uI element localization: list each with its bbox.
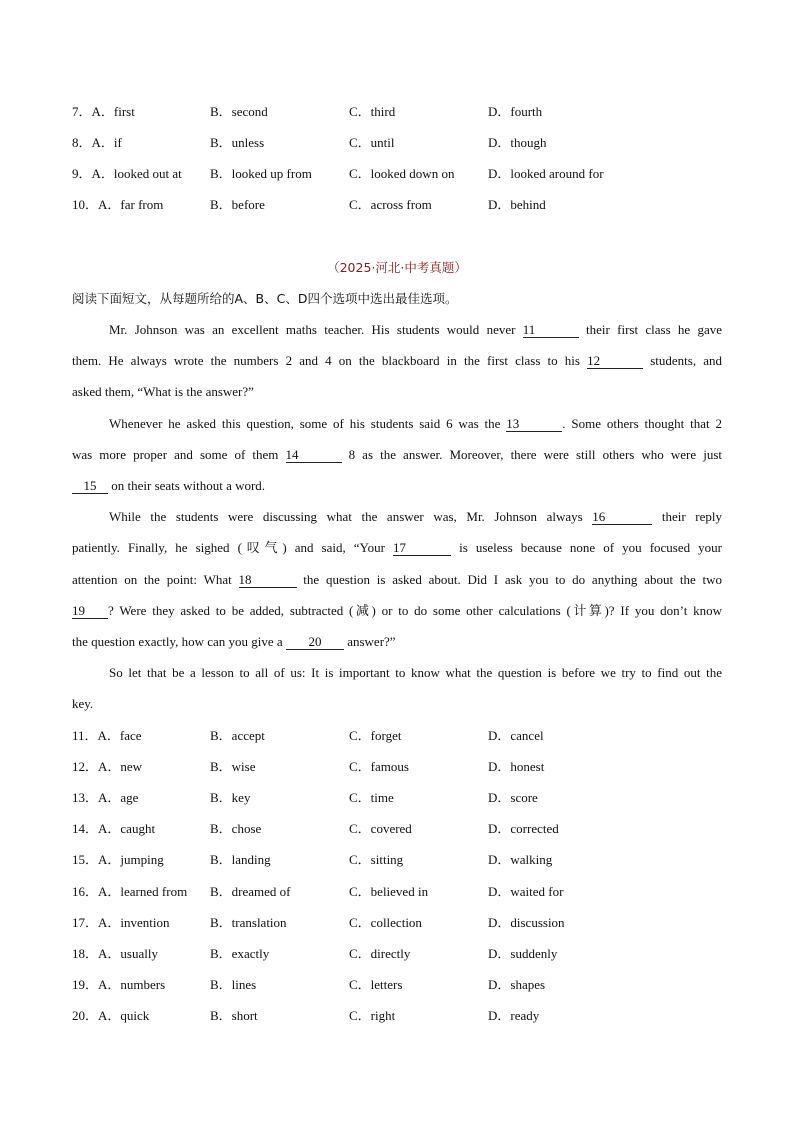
question-20-option-a: 20．A．quick: [72, 1008, 150, 1023]
question-13-option-d: D．score: [488, 790, 538, 805]
question-11-option-a: 11．A．face: [72, 728, 142, 743]
question-10-option-a: 10．A．far from: [72, 197, 164, 212]
question-16-option-a: 16．A．learned from: [72, 884, 188, 899]
passage-line: Mr. Johnson was an excellent maths teacher. His students would never 11 their first class he gave: [109, 322, 723, 337]
question-16-option-c: C．believed in: [349, 884, 429, 899]
question-20-option-b: B．short: [210, 1008, 258, 1023]
question-9-option-d: D．looked around for: [488, 166, 604, 181]
question-18-option-d: D．suddenly: [488, 946, 558, 961]
question-11-option-c: C．forget: [349, 728, 402, 743]
passage-line: the question exactly, how can you give a 20 answer?”: [72, 634, 396, 649]
question-14-option-d: D．corrected: [488, 821, 559, 836]
blank-16: 16: [592, 509, 652, 525]
question-8-option-c: C．until: [349, 135, 395, 150]
question-19-option-a: 19．A．numbers: [72, 977, 166, 992]
question-7-option-d: D．fourth: [488, 104, 543, 119]
question-9-option-a: 9．A．looked out at: [72, 166, 182, 181]
passage-line: 19 ? Were they asked to be added, subtracted (减) or to do some other calculations (计算)? If you don’t know: [72, 603, 722, 618]
question-12-option-b: B．wise: [210, 759, 256, 774]
passage-line: asked them, “What is the answer?”: [72, 384, 254, 399]
question-13-option-b: B．key: [210, 790, 251, 805]
question-14-option-b: B．chose: [210, 821, 262, 836]
question-16-option-d: D．waited for: [488, 884, 564, 899]
question-12-option-c: C．famous: [349, 759, 409, 774]
question-10-option-c: C．across from: [349, 197, 432, 212]
question-14-option-a: 14．A．caught: [72, 821, 156, 836]
blank-18: 18: [239, 572, 297, 588]
question-9-option-b: B．looked up from: [210, 166, 312, 181]
question-13-option-a: 13．A．age: [72, 790, 139, 805]
question-16-option-b: B．dreamed of: [210, 884, 291, 899]
passage-line: attention on the point: What 18 the question is asked about. Did I ask you to do anything about the two: [72, 572, 723, 587]
passage-line: them. He always wrote the numbers 2 and 4 on the blackboard in the first class to his 12 students, and: [72, 353, 723, 368]
passage-line: was more proper and some of them 14 8 as the answer. Moreover, there were still others who were just: [72, 447, 723, 462]
question-19-option-c: C．letters: [349, 977, 403, 992]
blank-13: 13: [506, 416, 562, 432]
question-9-option-c: C．looked down on: [349, 166, 455, 181]
question-14-option-c: C．covered: [349, 821, 412, 836]
blank-12: 12: [587, 353, 643, 369]
source-heading: （2025·河北·中考真题）: [327, 260, 467, 275]
instruction-text: 阅读下面短文，从每题所给的A、B、C、D四个选项中选出最佳选项。: [72, 291, 458, 306]
question-18-option-b: B．exactly: [210, 946, 270, 961]
question-15-option-b: B．landing: [210, 852, 271, 867]
blank-14: 14: [286, 447, 342, 463]
question-17-option-b: B．translation: [210, 915, 287, 930]
question-11-option-b: B．accept: [210, 728, 265, 743]
question-18-option-a: 18．A．usually: [72, 946, 158, 961]
passage-line: While the students were discussing what the answer was, Mr. Johnson always 16 their reply: [109, 509, 723, 524]
question-13-option-c: C．time: [349, 790, 394, 805]
question-10-option-b: B．before: [210, 197, 265, 212]
question-20-option-d: D．ready: [488, 1008, 540, 1023]
passage-line: patiently. Finally, he sighed (叹气) and said, “Your 17 is useless because none of you focused your: [72, 540, 723, 555]
question-15-option-a: 15．A．jumping: [72, 852, 164, 867]
question-10-option-d: D．behind: [488, 197, 546, 212]
passage-line: key.: [72, 696, 94, 711]
question-17-option-c: C．collection: [349, 915, 422, 930]
passage-line: 15 on their seats without a word.: [72, 477, 722, 495]
question-7-option-c: C．third: [349, 104, 396, 119]
question-7-option-a: 7．A．first: [72, 104, 135, 119]
question-19-option-d: D．shapes: [488, 977, 546, 992]
blank-19: 19: [72, 603, 108, 619]
blank-15: 15: [72, 478, 108, 494]
blank-17: 17: [393, 540, 451, 556]
question-15-option-d: D．walking: [488, 852, 553, 867]
question-17-option-a: 17．A．invention: [72, 915, 170, 930]
question-12-option-d: D．honest: [488, 759, 545, 774]
question-17-option-d: D．discussion: [488, 915, 565, 930]
blank-20: 20: [286, 634, 344, 650]
question-8-option-b: B．unless: [210, 135, 265, 150]
passage-line: So let that be a lesson to all of us: It is important to know what the question is before we try to find out the: [109, 665, 722, 680]
question-8-option-a: 8．A．if: [72, 135, 122, 150]
question-12-option-a: 12．A．new: [72, 759, 143, 774]
question-7-option-b: B．second: [210, 104, 268, 119]
question-15-option-c: C．sitting: [349, 852, 404, 867]
blank-11: 11: [523, 322, 579, 338]
question-8-option-d: D．though: [488, 135, 547, 150]
question-18-option-c: C．directly: [349, 946, 411, 961]
question-20-option-c: C．right: [349, 1008, 396, 1023]
question-19-option-b: B．lines: [210, 977, 257, 992]
passage-line: Whenever he asked this question, some of his students said 6 was the 13 . Some others thought that 2: [109, 416, 722, 431]
question-11-option-d: D．cancel: [488, 728, 544, 743]
